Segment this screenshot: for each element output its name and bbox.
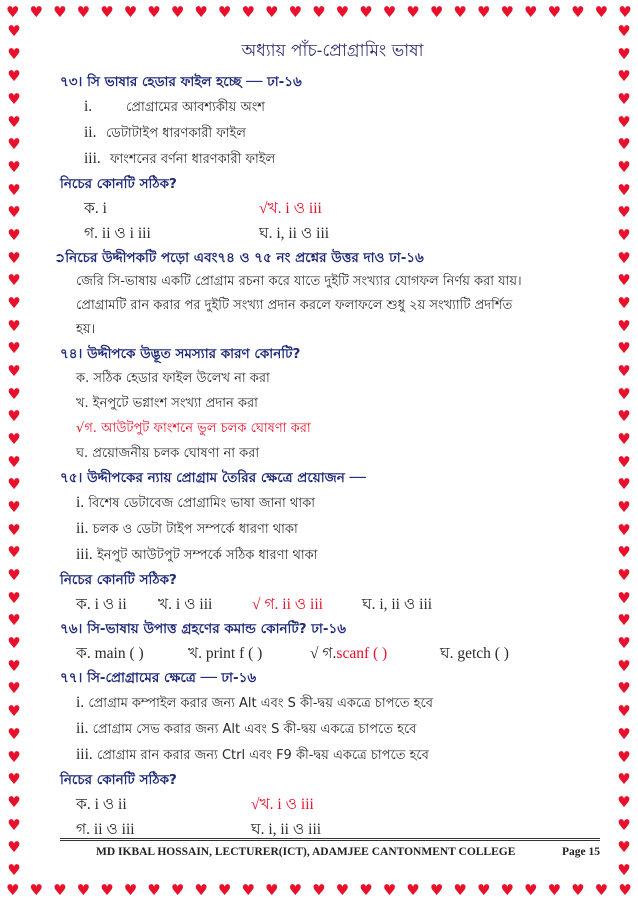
heart-icon: ♥ <box>618 880 632 899</box>
heart-icon: ♥ <box>312 880 326 899</box>
heart-icon: ♥ <box>7 67 21 86</box>
question-77-statement-2 <box>60 716 605 742</box>
heart-icon: ♥ <box>406 880 420 899</box>
statement-text: প্রোগ্রামের আবশ্যকীয় অংশ <box>126 100 265 115</box>
heart-icon: ♥ <box>618 2 632 21</box>
heart-icon: ♥ <box>617 203 631 222</box>
heart-icon: ♥ <box>335 2 350 21</box>
heart-icon: ♥ <box>617 22 631 40</box>
heart-icon: ♥ <box>617 430 631 449</box>
heart-icon: ♥ <box>241 2 255 21</box>
roman-numeral: i. <box>84 98 93 115</box>
heart-icon: ♥ <box>7 566 21 585</box>
heart-border-left <box>2 24 26 878</box>
heart-icon: ♥ <box>617 498 631 517</box>
heart-icon: ♥ <box>547 2 562 21</box>
heart-icon: ♥ <box>7 158 21 177</box>
heart-icon: ♥ <box>7 838 21 857</box>
heart-icon: ♥ <box>123 880 138 899</box>
heart-icon: ♥ <box>170 880 185 899</box>
option-gha: ঘ. i, ii ও iii <box>259 225 330 242</box>
heart-icon: ♥ <box>617 792 631 811</box>
heart-icon: ♥ <box>29 2 43 21</box>
roman-numeral: iii. <box>76 746 93 763</box>
option-kha-correct: √খ. i ও iii <box>259 200 322 217</box>
question-75-options-row <box>60 592 605 617</box>
heart-icon: ♥ <box>617 656 631 675</box>
heart-icon: ♥ <box>76 2 91 21</box>
option-ga-correct: √ গ. ii ও iii <box>252 596 323 613</box>
heart-icon: ♥ <box>7 430 21 449</box>
footer-author: MD IKBAL HOSSAIN, LECTURER(ICT), ADAMJEE CANTONMENT COLLEGE <box>96 846 516 858</box>
heart-icon: ♥ <box>617 770 631 789</box>
heart-icon: ♥ <box>7 271 21 290</box>
heart-icon: ♥ <box>617 452 631 471</box>
heart-icon: ♥ <box>29 880 43 899</box>
heart-icon: ♥ <box>7 135 21 154</box>
heart-icon: ♥ <box>617 702 631 721</box>
heart-icon: ♥ <box>312 2 326 21</box>
heart-icon: ♥ <box>7 180 21 199</box>
option-ka: ক. i ও ii <box>76 796 127 813</box>
heart-icon: ♥ <box>7 656 21 675</box>
question-74-option-kha: খ. ইনপুটে ভগ্নাংশ সংখ্যা প্রদান করা <box>76 396 258 411</box>
heart-icon: ♥ <box>100 2 114 21</box>
heart-icon: ♥ <box>617 180 631 199</box>
correct-mark: √ গ. <box>310 645 337 662</box>
footer-divider <box>60 838 600 841</box>
heart-icon: ♥ <box>7 203 21 222</box>
heart-icon: ♥ <box>76 880 91 899</box>
option-kha-correct: √খ. i ও iii <box>251 796 314 813</box>
heart-icon: ♥ <box>7 384 21 403</box>
heart-icon: ♥ <box>617 112 631 131</box>
stimulus-line-3: হয়। <box>76 322 96 337</box>
heart-icon: ♥ <box>617 679 631 698</box>
heart-icon: ♥ <box>7 815 21 834</box>
heart-icon: ♥ <box>571 880 585 899</box>
heart-icon: ♥ <box>147 880 161 899</box>
heart-icon: ♥ <box>617 135 631 154</box>
question-73-statement-3 <box>60 146 605 172</box>
page-content <box>54 38 605 842</box>
heart-icon: ♥ <box>288 2 303 21</box>
roman-numeral: i. <box>76 494 85 511</box>
heart-icon: ♥ <box>7 316 21 335</box>
statement-text: প্রোগ্রাম সেভ করার জন্য Alt এবং S কী-দ্বয় একত্রে চাপতে হবে <box>92 722 417 737</box>
heart-icon: ♥ <box>217 2 232 21</box>
heart-icon: ♥ <box>406 2 420 21</box>
statement-text: প্রোগ্রাম রান করার জন্য Ctrl এবং F9 কী-দ্বয় একত্রে চাপতে হবে <box>96 748 429 763</box>
heart-icon: ♥ <box>382 880 397 899</box>
heart-icon: ♥ <box>524 2 538 21</box>
heart-icon: ♥ <box>594 2 609 21</box>
question-74-option-gha: ঘ. প্রয়োজনীয় চলক ঘোষণা না করা <box>76 446 260 461</box>
heart-icon: ♥ <box>524 880 538 899</box>
heart-icon: ♥ <box>7 407 21 426</box>
heart-icon: ♥ <box>617 248 631 267</box>
heart-icon: ♥ <box>617 339 631 358</box>
heart-icon: ♥ <box>7 475 21 494</box>
heart-icon: ♥ <box>6 2 20 21</box>
question-73-statement-2 <box>60 120 605 146</box>
heart-icon: ♥ <box>382 2 397 21</box>
heart-icon: ♥ <box>500 2 514 21</box>
heart-icon: ♥ <box>617 543 631 562</box>
statement-text: বিশেষ ডেটাবেজ প্রোগ্রামিং ভাষা জানা থাকা <box>88 496 315 511</box>
heart-icon: ♥ <box>617 294 631 313</box>
question-73-title: ৭৩। সি ভাষার হেডার ফাইল হচ্ছে ── ঢা-১৬ <box>60 74 302 90</box>
heart-icon: ♥ <box>7 724 21 743</box>
question-77-statement-1 <box>60 690 605 716</box>
page-title: অধ্যায় পাঁচ-প্রোগ্রামিং ভাষা <box>241 41 424 61</box>
question-73-statement-1 <box>60 94 605 120</box>
heart-icon: ♥ <box>53 2 67 21</box>
question-75-statement-1 <box>60 490 605 516</box>
heart-icon: ♥ <box>7 520 21 539</box>
heart-icon: ♥ <box>6 880 20 899</box>
heart-icon: ♥ <box>7 498 21 517</box>
option-gha: ঘ. i, ii ও iii <box>362 596 433 613</box>
question-75-title: ৭৫। উদ্দীপকের ন্যায় প্রোগ্রাম তৈরির ক্ষেত্রে প্রয়োজন ── <box>60 470 366 486</box>
heart-icon: ♥ <box>7 44 21 63</box>
heart-icon: ♥ <box>476 880 491 899</box>
heart-icon: ♥ <box>617 316 631 335</box>
question-76-title: ৭৬। সি-ভাষায় উপাত্ত গ্রহণের কমান্ড কোনটি? ঢা-১৬ <box>60 621 346 637</box>
heart-icon: ♥ <box>7 339 21 358</box>
option-kha: খ. i ও iii <box>158 596 213 613</box>
option-ka: ক. main ( ) <box>76 645 144 662</box>
question-75-statement-2 <box>60 516 605 542</box>
heart-icon: ♥ <box>194 2 208 21</box>
heart-icon: ♥ <box>288 880 303 899</box>
heart-icon: ♥ <box>194 880 208 899</box>
question-77-which-correct: নিচের কোনটি সঠিক? <box>60 772 177 788</box>
heart-icon: ♥ <box>7 112 21 131</box>
roman-numeral: ii. <box>84 124 97 141</box>
heart-icon: ♥ <box>617 158 631 177</box>
heart-icon: ♥ <box>7 634 21 653</box>
heart-icon: ♥ <box>453 880 467 899</box>
option-kha: খ. print f ( ) <box>188 645 263 662</box>
option-ga: গ. ii ও iii <box>76 821 135 838</box>
question-76-options-row <box>60 641 605 666</box>
heart-icon: ♥ <box>594 880 609 899</box>
heart-icon: ♥ <box>7 792 21 811</box>
heart-icon: ♥ <box>265 880 279 899</box>
question-77-options-row-1 <box>60 792 605 817</box>
heart-icon: ♥ <box>7 294 21 313</box>
heart-icon: ♥ <box>7 770 21 789</box>
heart-icon: ♥ <box>617 520 631 539</box>
correct-answer-text: scanf ( ) <box>336 645 388 662</box>
heart-icon: ♥ <box>7 226 21 245</box>
page-number: Page 15 <box>561 846 600 858</box>
stimulus-line-2: প্রোগ্রামটি রান করার পর দুইটি সংখ্যা প্রদান করলে ফলাফলে শুধু ২য় সংখ্যাটি প্রদর্শিত <box>76 298 513 313</box>
statement-text: প্রোগ্রাম কম্পাইল করার জন্য Alt এবং S কী-দ্বয় একত্রে চাপতে হবে <box>88 696 433 711</box>
roman-numeral: iii. <box>76 546 93 563</box>
heart-icon: ♥ <box>53 880 67 899</box>
heart-icon: ♥ <box>265 2 279 21</box>
heart-icon: ♥ <box>7 588 21 607</box>
roman-numeral: iii. <box>84 150 101 167</box>
heart-icon: ♥ <box>429 2 444 21</box>
heart-icon: ♥ <box>617 724 631 743</box>
question-74-option-ga-correct: √গ. আউটপুট ফাংশনে ভুল চলক ঘোষণা করা <box>76 421 311 436</box>
heart-icon: ♥ <box>617 815 631 834</box>
roman-numeral: ii. <box>76 520 89 537</box>
heart-icon: ♥ <box>617 634 631 653</box>
heart-icon: ♥ <box>7 679 21 698</box>
heart-icon: ♥ <box>547 880 562 899</box>
heart-icon: ♥ <box>7 543 21 562</box>
heart-icon: ♥ <box>429 880 444 899</box>
question-73-which-correct: নিচের কোনটি সঠিক? <box>60 176 177 192</box>
statement-text: ফাংশনের বর্ণনা ধারণকারী ফাইল <box>110 152 276 167</box>
heart-icon: ♥ <box>100 880 114 899</box>
heart-icon: ♥ <box>147 2 161 21</box>
statement-text: চলক ও ডেটা টাইপ সম্পর্কে ধারণা থাকা <box>92 522 298 537</box>
option-ga: গ. ii ও i iii <box>84 225 151 242</box>
heart-icon: ♥ <box>617 747 631 766</box>
question-73-options-row-1 <box>60 196 605 221</box>
option-ka: ক. i <box>84 200 107 217</box>
heart-icon: ♥ <box>7 860 21 879</box>
heart-icon: ♥ <box>7 248 21 267</box>
option-ka: ক. i ও ii <box>76 596 127 613</box>
heart-icon: ♥ <box>617 90 631 109</box>
heart-icon: ♥ <box>241 880 255 899</box>
question-77-title: ৭৭। সি-প্রোগ্রামের ক্ষেত্রে ── ঢা-১৬ <box>60 670 257 686</box>
question-74-title: ৭৪। উদ্দীপকে উদ্ভূত সমস্যার কারণ কোনটি? <box>60 346 301 362</box>
question-75-which-correct: নিচের কোনটি সঠিক? <box>60 572 177 588</box>
statement-text: ইনপুট আউটপুট সম্পর্কে সঠিক ধারণা থাকা <box>96 548 318 563</box>
question-75-statement-3 <box>60 542 605 568</box>
heart-icon: ♥ <box>217 880 232 899</box>
option-gha: ঘ. getch ( ) <box>440 645 509 662</box>
stimulus-line-1: জেরি সি-ভাষায় একটি প্রোগ্রাম রচনা করে যাতে দুইটি সংখ্যার যোগফল নির্ণয় করা যায়। <box>76 274 522 289</box>
heart-icon: ♥ <box>617 271 631 290</box>
question-73-options-row-2 <box>60 221 605 246</box>
heart-icon: ♥ <box>571 2 585 21</box>
heart-icon: ♥ <box>7 362 21 381</box>
option-ga-correct <box>310 641 440 666</box>
heart-icon: ♥ <box>617 67 631 86</box>
heart-icon: ♥ <box>7 452 21 471</box>
heart-icon: ♥ <box>453 2 467 21</box>
heart-icon: ♥ <box>359 2 373 21</box>
heart-icon: ♥ <box>617 407 631 426</box>
statement-text: ডেটাটাইপ ধারণকারী ফাইল <box>106 126 246 141</box>
heart-icon: ♥ <box>617 362 631 381</box>
roman-numeral: i. <box>76 694 85 711</box>
stimulus-title: ➲নিচের উদ্দীপকটি পড়ো এবং৭৪ ও ৭৫ নং প্রশ্নের উত্তর দাও ঢা-১৬ <box>54 250 424 266</box>
heart-icon: ♥ <box>617 611 631 630</box>
heart-icon: ♥ <box>335 880 350 899</box>
heart-icon: ♥ <box>617 860 631 879</box>
heart-icon: ♥ <box>617 384 631 403</box>
heart-icon: ♥ <box>617 838 631 857</box>
heart-icon: ♥ <box>170 2 185 21</box>
heart-icon: ♥ <box>123 2 138 21</box>
heart-border-bottom <box>0 878 638 902</box>
heart-icon: ♥ <box>617 588 631 607</box>
heart-border-top <box>0 0 638 24</box>
heart-icon: ♥ <box>617 226 631 245</box>
option-gha: ঘ. i, ii ও iii <box>251 821 322 838</box>
heart-icon: ♥ <box>617 566 631 585</box>
heart-icon: ♥ <box>7 22 21 40</box>
heart-icon: ♥ <box>500 880 514 899</box>
heart-icon: ♥ <box>476 2 491 21</box>
heart-icon: ♥ <box>359 880 373 899</box>
heart-icon: ♥ <box>7 90 21 109</box>
roman-numeral: ii. <box>76 720 89 737</box>
heart-icon: ♥ <box>617 475 631 494</box>
question-77-statement-3 <box>60 742 605 768</box>
heart-icon: ♥ <box>7 611 21 630</box>
heart-border-right <box>612 24 636 878</box>
heart-icon: ♥ <box>7 747 21 766</box>
heart-icon: ♥ <box>617 44 631 63</box>
page-footer <box>60 846 600 858</box>
question-74-option-ka: ক. সঠিক হেডার ফাইল উলেখ না করা <box>76 371 270 386</box>
heart-icon: ♥ <box>7 702 21 721</box>
